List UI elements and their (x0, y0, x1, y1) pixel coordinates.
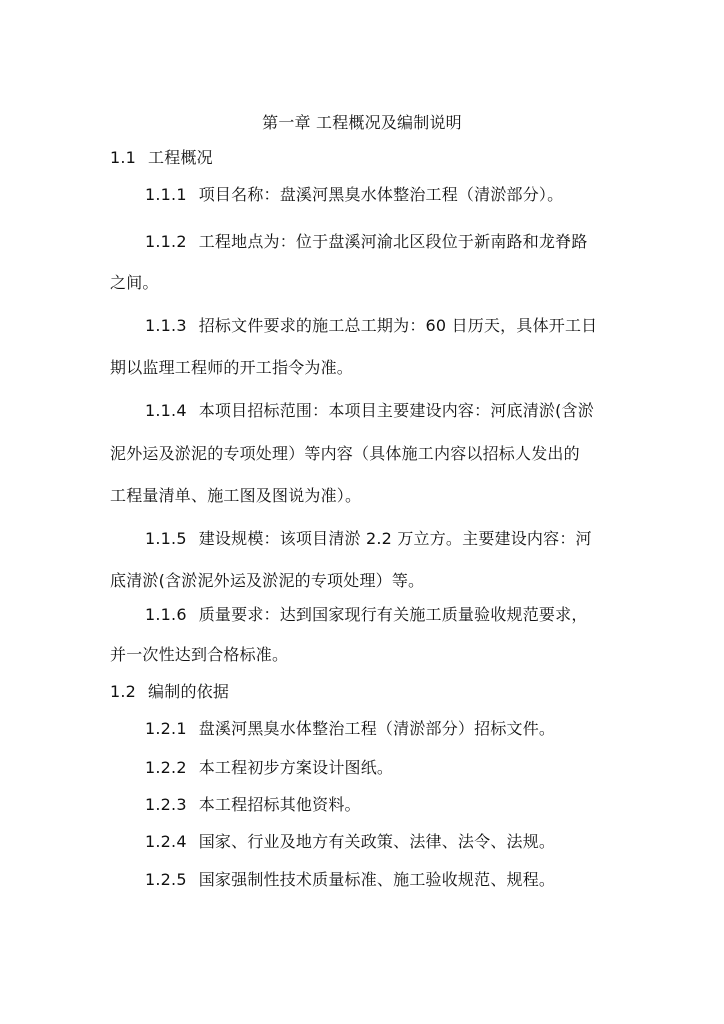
clause-text: 本工程招标其他资料。 (198, 795, 361, 814)
clause-item (145, 605, 588, 625)
clause-number: 1.1.1 (145, 185, 187, 204)
clause-text: 项目名称：盘溪河黑臭水体整治工程（清淤部分）。 (198, 185, 564, 204)
clause-number: 1.2.5 (145, 870, 187, 889)
clause-item (145, 719, 555, 739)
clause-number: 1.1.6 (145, 605, 187, 624)
chapter-title: 第一章 工程概况及编制说明 (262, 113, 462, 132)
clause-number: 1.2.3 (145, 795, 187, 814)
clause-text: 国家、行业及地方有关政策、法律、法令、法规。 (198, 832, 556, 851)
clause-number: 1.2.4 (145, 832, 187, 851)
clause-text: 建设规模：该项目清淤 2.2 万立方。主要建设内容：河 (198, 529, 592, 548)
clause-item (145, 758, 393, 778)
clause-text-continued: 并一次性达到合格标准。 (110, 645, 289, 664)
clause-text: 本项目招标范围：本项目主要建设内容：河底清淤(含淤 (198, 401, 594, 420)
section-title: 工程概况 (148, 148, 213, 167)
clause-item (145, 529, 592, 549)
section-heading (110, 682, 229, 702)
section-title: 编制的依据 (148, 682, 230, 701)
clause-item (145, 232, 588, 252)
clause-number: 1.1.5 (145, 529, 187, 548)
clause-text-continued: 底清淤(含淤泥外运及淤泥的专项处理）等。 (110, 571, 425, 590)
clause-text-continued: 工程量清单、施工图及图说为准）。 (110, 486, 362, 505)
clause-text: 质量要求：达到国家现行有关施工质量验收规范要求， (198, 605, 588, 624)
clause-number: 1.1.2 (145, 232, 187, 251)
section-number: 1.1 (110, 148, 137, 167)
clause-text: 盘溪河黑臭水体整治工程（清淤部分）招标文件。 (198, 719, 556, 738)
clause-item (145, 832, 555, 852)
clause-number: 1.1.3 (145, 316, 187, 335)
clause-number: 1.2.1 (145, 719, 187, 738)
clause-text-continued: 泥外运及淤泥的专项处理）等内容（具体施工内容以招标人发出的 (110, 444, 580, 463)
clause-text: 招标文件要求的施工总工期为：60 日历天，具体开工日 (198, 316, 598, 335)
clause-number: 1.1.4 (145, 401, 187, 420)
clause-item (145, 401, 594, 421)
clause-text-continued: 之间。 (110, 273, 159, 292)
clause-item (145, 870, 555, 890)
clause-item (145, 185, 563, 205)
clause-text-continued: 期以监理工程师的开工指令为准。 (110, 358, 354, 377)
clause-text: 本工程初步方案设计图纸。 (198, 758, 394, 777)
clause-text: 工程地点为：位于盘溪河渝北区段位于新南路和龙脊路 (198, 232, 588, 251)
clause-item (145, 795, 361, 815)
section-heading (110, 148, 213, 168)
clause-item (145, 316, 597, 336)
clause-number: 1.2.2 (145, 758, 187, 777)
section-number: 1.2 (110, 682, 137, 701)
clause-text: 国家强制性技术质量标准、施工验收规范、规程。 (198, 870, 556, 889)
